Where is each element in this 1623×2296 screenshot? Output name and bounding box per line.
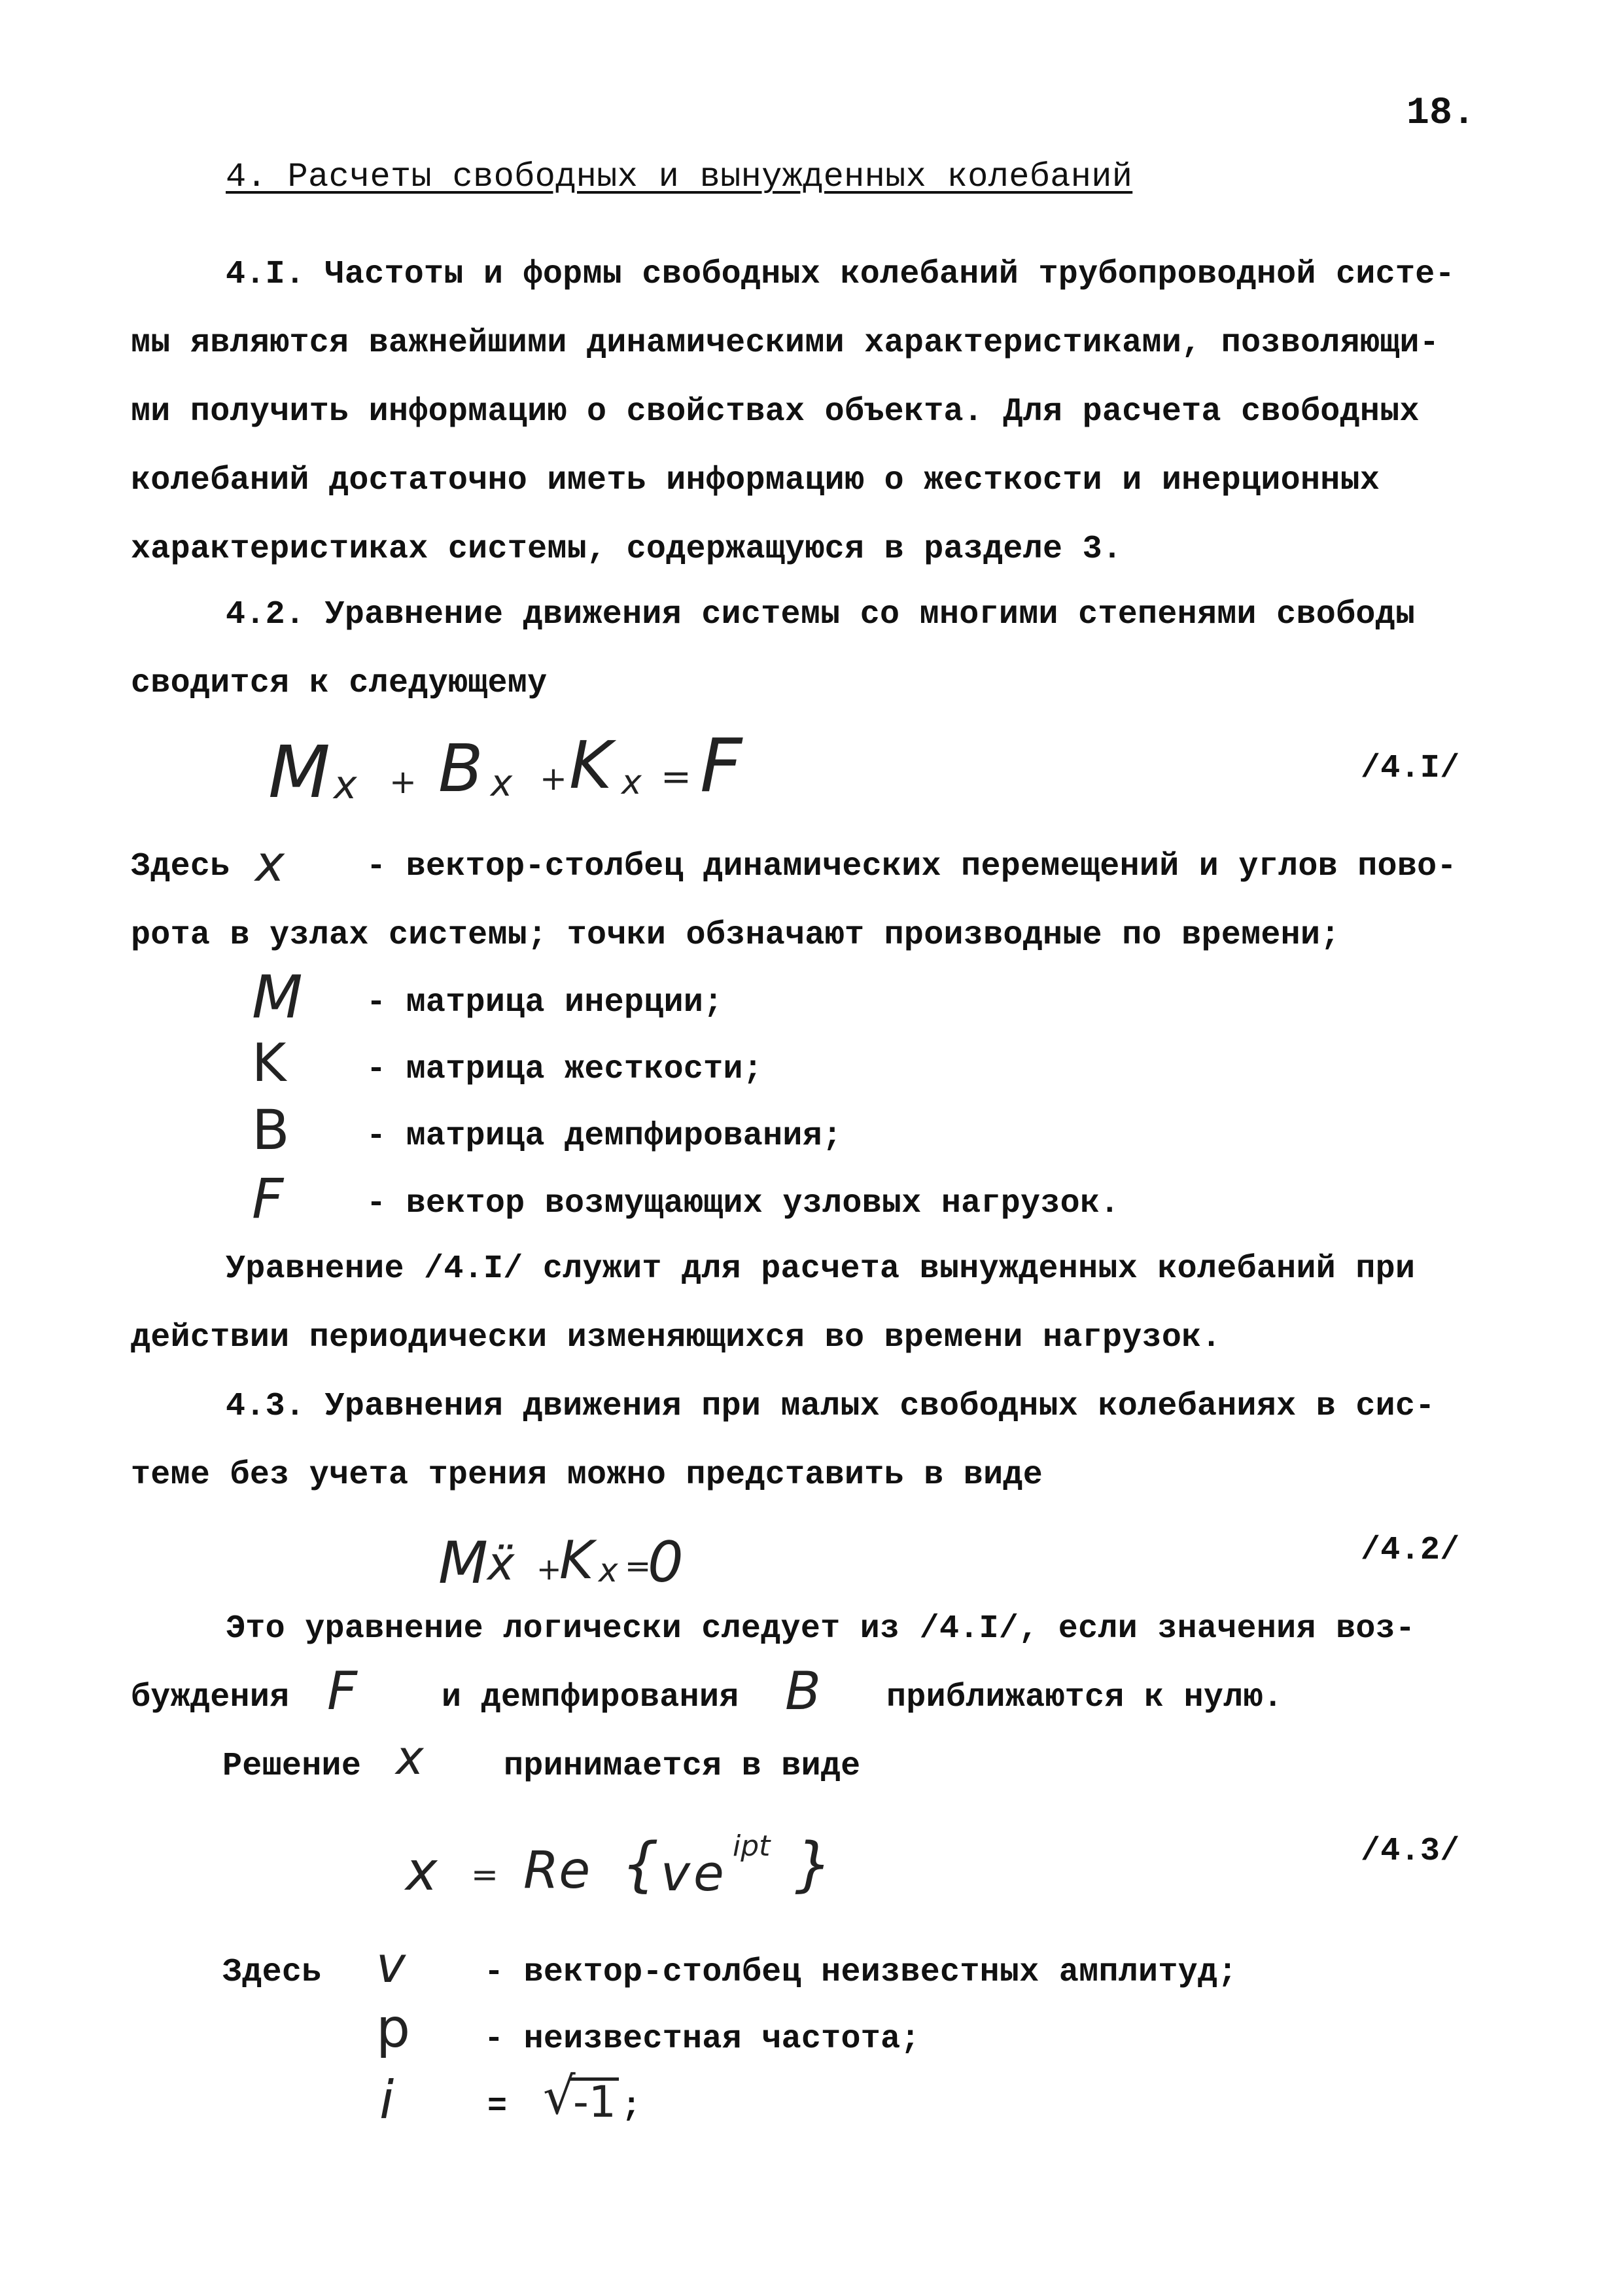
sqrt-radicand: -1 — [570, 2077, 619, 2124]
text-line: принимается в виде — [504, 1748, 861, 1785]
text-line: 4.3. Уравнения движения при малых свободных колебаниях в сис- — [226, 1388, 1435, 1425]
text-line: приближаются к нулю. — [886, 1679, 1283, 1716]
eq-symbol-K: K — [569, 727, 612, 804]
text-line: сводится к следующему — [131, 665, 548, 702]
eq-zero: 0 — [648, 1530, 684, 1595]
eq-symbol-x: x — [621, 763, 642, 802]
symbol-x: x — [255, 834, 285, 892]
symbol-F: F — [252, 1167, 284, 1231]
eq-symbol-F: F — [700, 724, 742, 809]
text-line: Решение — [222, 1748, 362, 1785]
eq-symbol-v: v — [661, 1844, 690, 1902]
text-line: характеристиках системы, содержащуюся в разделе 3. — [131, 531, 1123, 568]
eq-symbol-x: x — [491, 762, 513, 805]
text-line: буждения — [131, 1679, 290, 1716]
definition-text: - вектор-столбец неизвестных амплитуд; — [484, 1954, 1238, 1991]
eq-plus: + — [389, 763, 417, 801]
eq-equals: = — [625, 1548, 652, 1585]
eq-symbol-K: K — [559, 1530, 594, 1591]
text-line: Уравнение /4.I/ служит для расчета вынужденных колебаний при — [226, 1250, 1416, 1288]
where-label: Здесь — [222, 1954, 322, 1991]
sqrt-sign: √ — [543, 2067, 576, 2126]
text-line: ми получить информацию о свойствах объекта. Для расчета свободных — [131, 393, 1420, 431]
symbol-M: M — [252, 963, 303, 1032]
eq-symbol-x: x — [406, 1841, 438, 1903]
text-line: 4.I. Частоты и формы свободных колебаний трубопроводной систе- — [226, 256, 1455, 293]
eq-symbol-x-ddot: ẍ — [487, 1537, 515, 1591]
text-line: теме без учета трения можно представить в виде — [131, 1457, 1043, 1494]
eq-symbol-x: x — [334, 762, 357, 808]
symbol-i: i — [379, 2070, 394, 2130]
eq-equals: = — [661, 756, 691, 798]
eq-brace-close: } — [795, 1830, 833, 1899]
definition-text: - матрица инерции; — [366, 984, 724, 1021]
text-line: рота в узлах системы; точки обзначают производные по времени; — [131, 917, 1340, 954]
text-line: действии периодически изменяющихся во времени нагрузок. — [131, 1319, 1221, 1356]
semicolon: ; — [621, 2088, 642, 2125]
symbol-p: p — [376, 1998, 411, 2060]
equals-sign: = — [487, 2088, 508, 2125]
eq-plus: + — [536, 1551, 562, 1587]
symbol-B: B — [785, 1661, 821, 1722]
eq-exponent: ipt — [733, 1829, 771, 1863]
eq-symbol-M: M — [268, 730, 330, 814]
equation-number: /4.2/ — [1361, 1532, 1460, 1569]
equation-number: /4.I/ — [1361, 750, 1460, 787]
eq-symbol-e: e — [693, 1844, 724, 1902]
eq-symbol-B: B — [438, 730, 483, 807]
definition-text: - вектор возмущающих узловых нагрузок. — [366, 1185, 1120, 1222]
eq-re: Re — [523, 1841, 591, 1900]
eq-symbol-M: M — [438, 1529, 488, 1597]
text-line: Это уравнение логически следует из /4.I/, если значения воз- — [226, 1610, 1416, 1648]
eq-equals: = — [471, 1856, 498, 1894]
eq-plus: + — [540, 760, 567, 798]
section-title: 4. Расчеты свободных и вынужденных колебаний — [226, 158, 1133, 196]
text-line: колебаний достаточно иметь информацию о жесткости и инерционных — [131, 462, 1380, 499]
symbol-v: v — [376, 1935, 406, 1994]
symbol-B: B — [252, 1098, 290, 1162]
where-label: Здесь — [131, 848, 230, 885]
page-number: 18. — [1406, 92, 1476, 135]
definition-text: - вектор-столбец динамических перемещений и углов пово- — [366, 848, 1457, 885]
equation-number: /4.3/ — [1361, 1833, 1460, 1870]
text-line: и демпфирования — [442, 1679, 739, 1716]
definition-text: - матрица жесткости; — [366, 1051, 763, 1088]
definition-text: - матрица демпфирования; — [366, 1118, 843, 1155]
eq-brace-open: { — [621, 1830, 659, 1899]
eq-symbol-x: x — [599, 1551, 618, 1589]
symbol-K: K — [252, 1033, 287, 1093]
text-line: мы являются важнейшими динамическими характеристиками, позволяющи- — [131, 325, 1440, 362]
symbol-x: x — [396, 1730, 424, 1785]
definition-text: - неизвестная частота; — [484, 2021, 920, 2058]
symbol-F: F — [327, 1661, 358, 1722]
text-line: 4.2. Уравнение движения системы со многими степенями свободы — [226, 596, 1416, 633]
